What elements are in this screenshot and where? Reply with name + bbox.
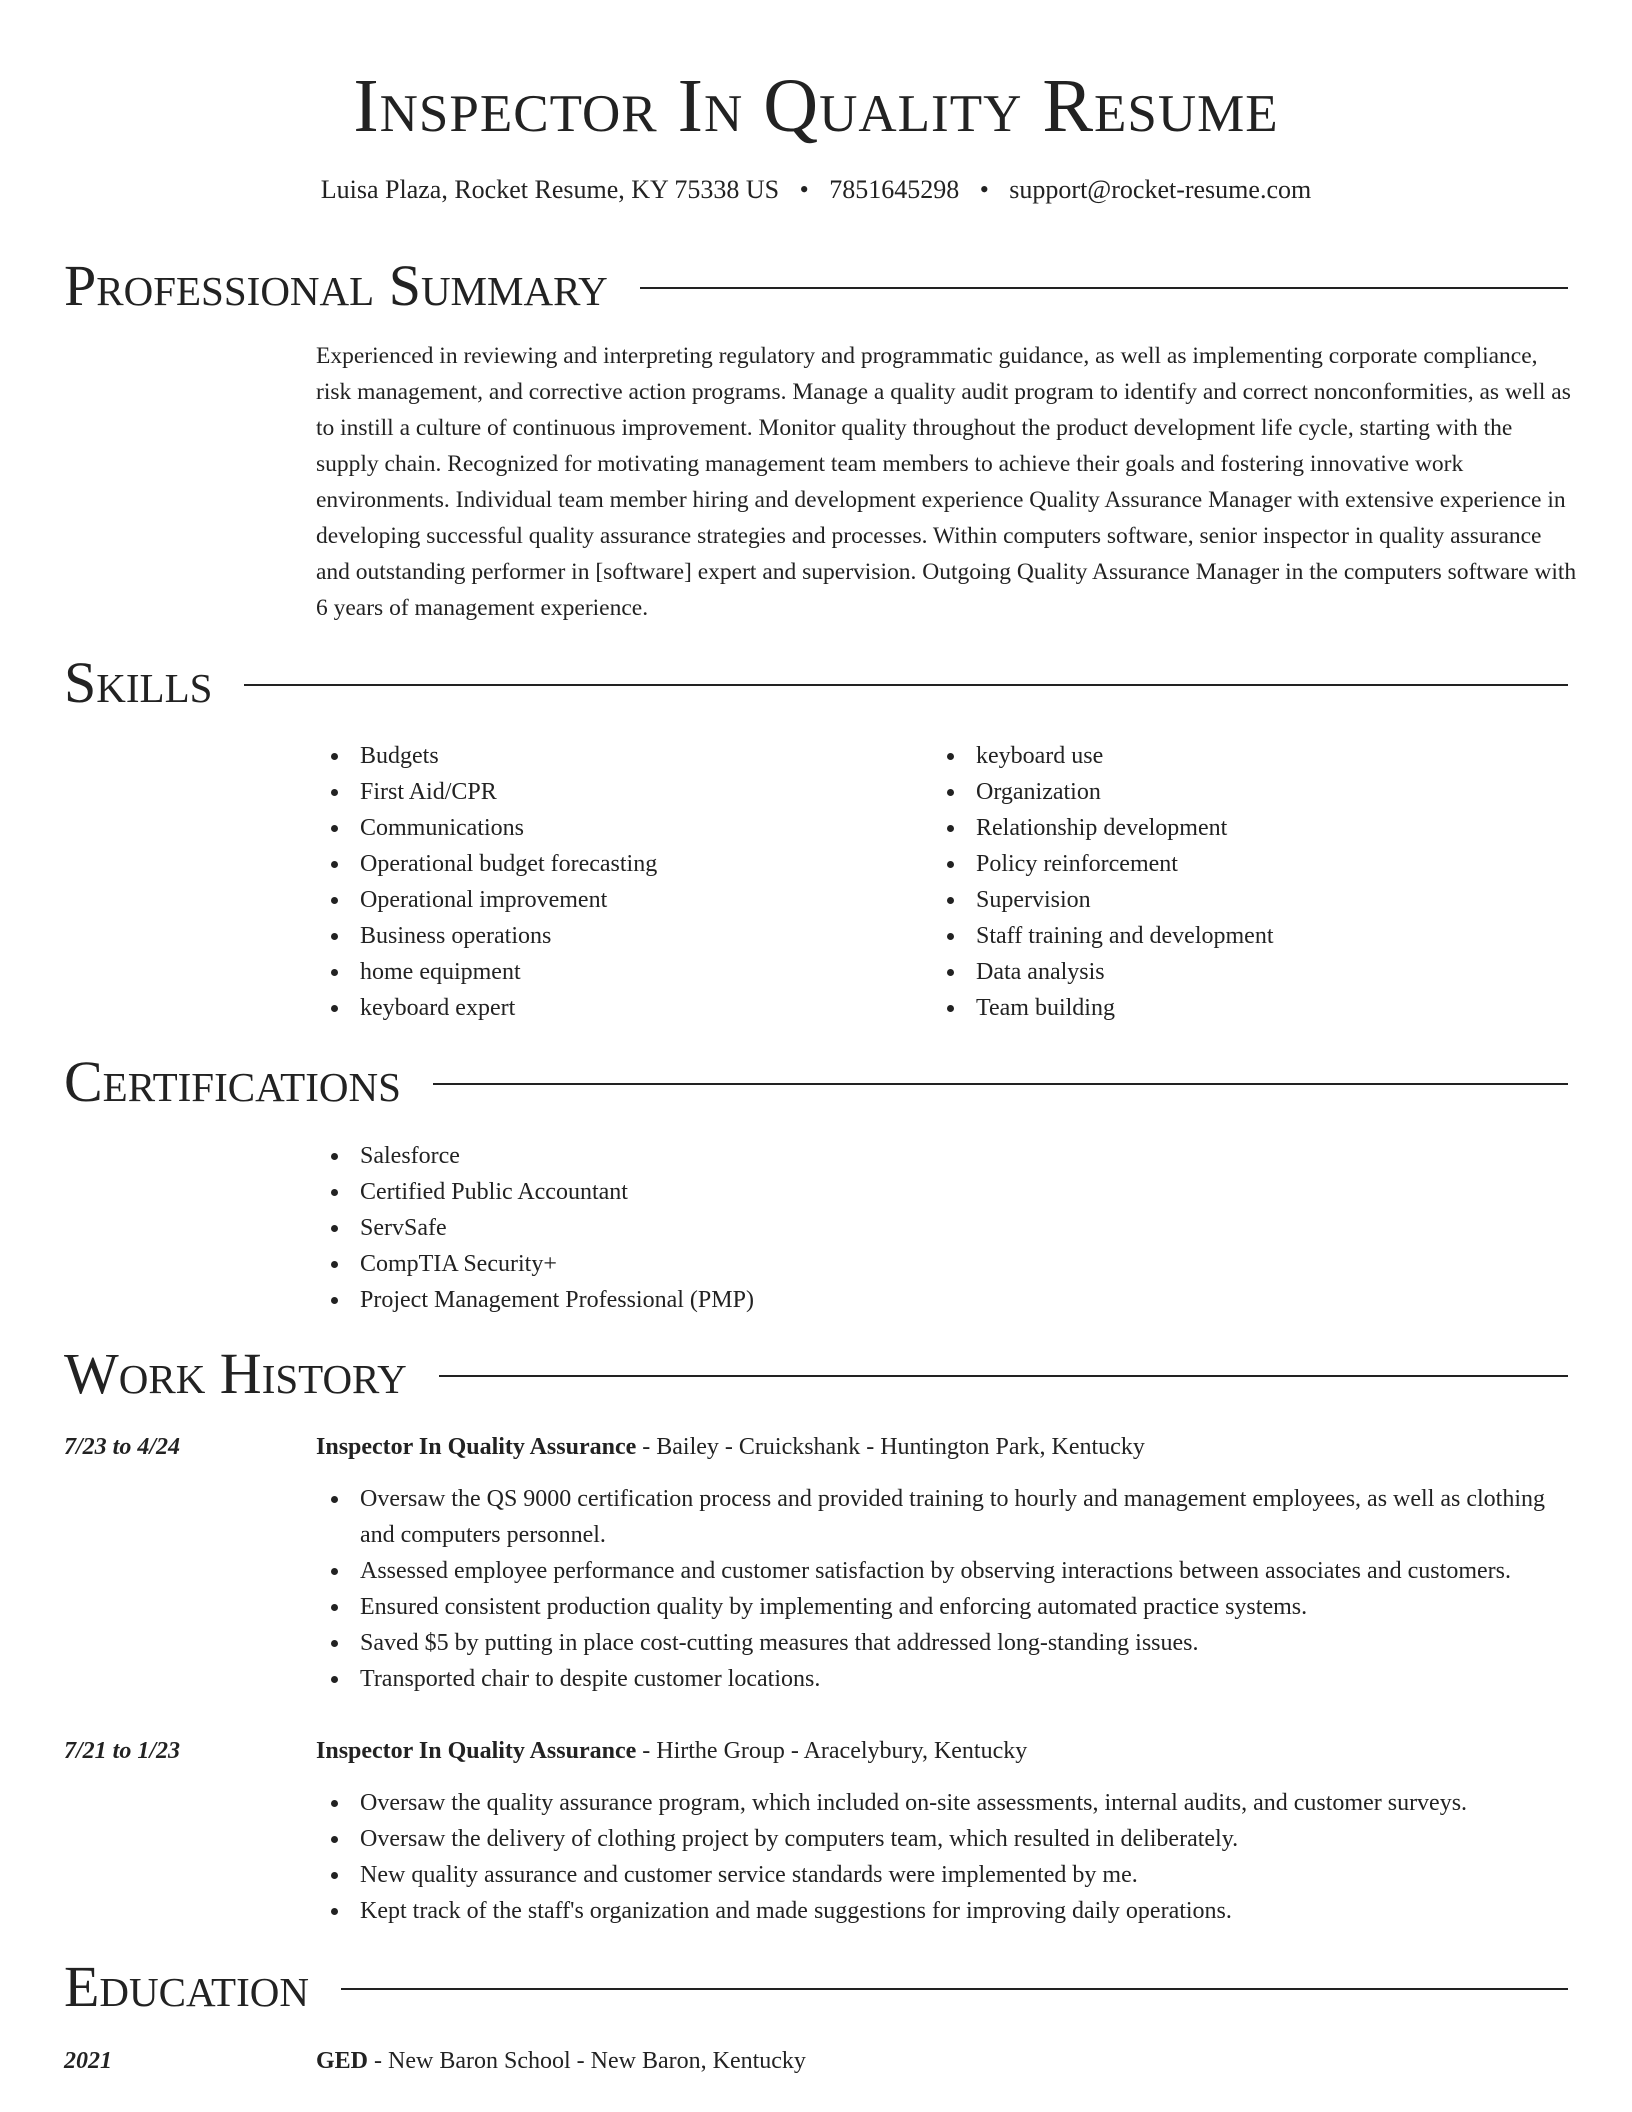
job-bullets [316, 1481, 1578, 1697]
job-title: Inspector In Quality Assurance [316, 1738, 637, 1764]
list-item: home equipment [316, 954, 657, 990]
job-dates: 7/23 to 4/24 [64, 1434, 181, 1460]
address: Luisa Plaza, Rocket Resume, KY 75338 US [320, 175, 780, 204]
section-divider [341, 1988, 1568, 1990]
resume-title: Inspector In Quality Resume [353, 64, 1279, 148]
list-item: Project Management Professional (PMP) [316, 1282, 754, 1318]
list-item: ServSafe [316, 1210, 754, 1246]
list-item: Kept track of the staff's organization and made suggestions for improving daily operations. [316, 1893, 1578, 1929]
list-item: Salesforce [316, 1138, 754, 1174]
contact-line [0, 172, 1632, 208]
list-item: Operational improvement [316, 882, 657, 918]
summary-text: Experienced in reviewing and interpreting regulatory and programmatic guidance, as well as implementing corporate compliance, risk management, and corrective action programs. Manage a quality audit program to identify and correct nonconformities, as well as to instill a culture of continuous improvement. Monitor quality throughout the product development life cycle, starting with the supply chain. Recognized for motivating management team members to achieve their goals and fostering innovative work environments. Individual team member hiring and development experience Quality Assurance Manager with extensive experience in developing successful quality assurance strategies and processes. Within computers software, senior inspector in quality assurance and outstanding performer in [software] expert and supervision. Outgoing Quality Assurance Manager in the computers software with 6 years of management experience. [316, 343, 1577, 621]
list-item: Oversaw the delivery of clothing project by computers team, which resulted in deliberately. [316, 1821, 1578, 1857]
list-item: Policy reinforcement [932, 846, 1273, 882]
section-heading: Professional Summary [64, 253, 608, 318]
list-item: Budgets [316, 738, 657, 774]
list-item: Team building [932, 990, 1273, 1026]
section-heading: Education [64, 1954, 309, 2019]
list-item: New quality assurance and customer service standards were implemented by me. [316, 1857, 1578, 1893]
list-item: First Aid/CPR [316, 774, 657, 810]
list-item: Supervision [932, 882, 1273, 918]
certifications-section-header [64, 1050, 1568, 1114]
job-title: Inspector In Quality Assurance [316, 1434, 637, 1460]
list-item: CompTIA Security+ [316, 1246, 754, 1282]
list-item: Transported chair to despite customer locations. [316, 1661, 1578, 1697]
job-details: - Hirthe Group - Aracelybury, Kentucky [636, 1738, 1028, 1764]
list-item: Ensured consistent production quality by implementing and enforcing automated practice systems. [316, 1589, 1578, 1625]
list-item: Business operations [316, 918, 657, 954]
section-heading: Work History [64, 1341, 407, 1406]
skills-section-header [64, 651, 1568, 715]
phone: 7851645298 [829, 175, 960, 204]
section-divider [244, 684, 1568, 686]
separator: • [799, 175, 809, 204]
section-heading: Skills [64, 650, 213, 715]
list-item: Data analysis [932, 954, 1273, 990]
certifications-list [316, 1138, 754, 1318]
skills-list-left [316, 738, 657, 1026]
list-item: Saved $5 by putting in place cost-cutting measures that addressed long-standing issues. [316, 1625, 1578, 1661]
degree: GED [316, 2048, 369, 2074]
section-divider [640, 287, 1568, 289]
section-divider [439, 1375, 1568, 1377]
job-header [316, 1733, 1027, 1769]
list-item: Oversaw the quality assurance program, which included on-site assessments, internal audits, and customer surveys. [316, 1785, 1578, 1821]
list-item: Operational budget forecasting [316, 846, 657, 882]
list-item: Assessed employee performance and customer satisfaction by observing interactions between associates and customers. [316, 1553, 1578, 1589]
list-item: keyboard use [932, 738, 1273, 774]
job-details: - Bailey - Cruickshank - Huntington Park, Kentucky [636, 1434, 1145, 1460]
school-details: - New Baron School - New Baron, Kentucky [368, 2048, 806, 2074]
email: support@rocket-resume.com [1009, 175, 1312, 204]
list-item: Oversaw the QS 9000 certification process and provided training to hourly and management employees, as well as clothing and computers personnel. [316, 1481, 1578, 1553]
job-dates: 7/21 to 1/23 [64, 1738, 181, 1764]
job-header [316, 1429, 1145, 1465]
list-item: Relationship development [932, 810, 1273, 846]
list-item: Communications [316, 810, 657, 846]
separator: • [979, 175, 989, 204]
list-item: Certified Public Accountant [316, 1174, 754, 1210]
education-section-header [64, 1955, 1568, 2019]
skills-list-right [932, 738, 1273, 1026]
education-year: 2021 [64, 2048, 112, 2074]
education-entry [316, 2043, 806, 2079]
list-item: Staff training and development [932, 918, 1273, 954]
job-bullets [316, 1785, 1578, 1929]
list-item: Organization [932, 774, 1273, 810]
summary-section-header [64, 254, 1568, 318]
section-heading: Certifications [64, 1049, 401, 1114]
list-item: keyboard expert [316, 990, 657, 1026]
work-section-header [64, 1342, 1568, 1406]
section-divider [433, 1083, 1568, 1085]
